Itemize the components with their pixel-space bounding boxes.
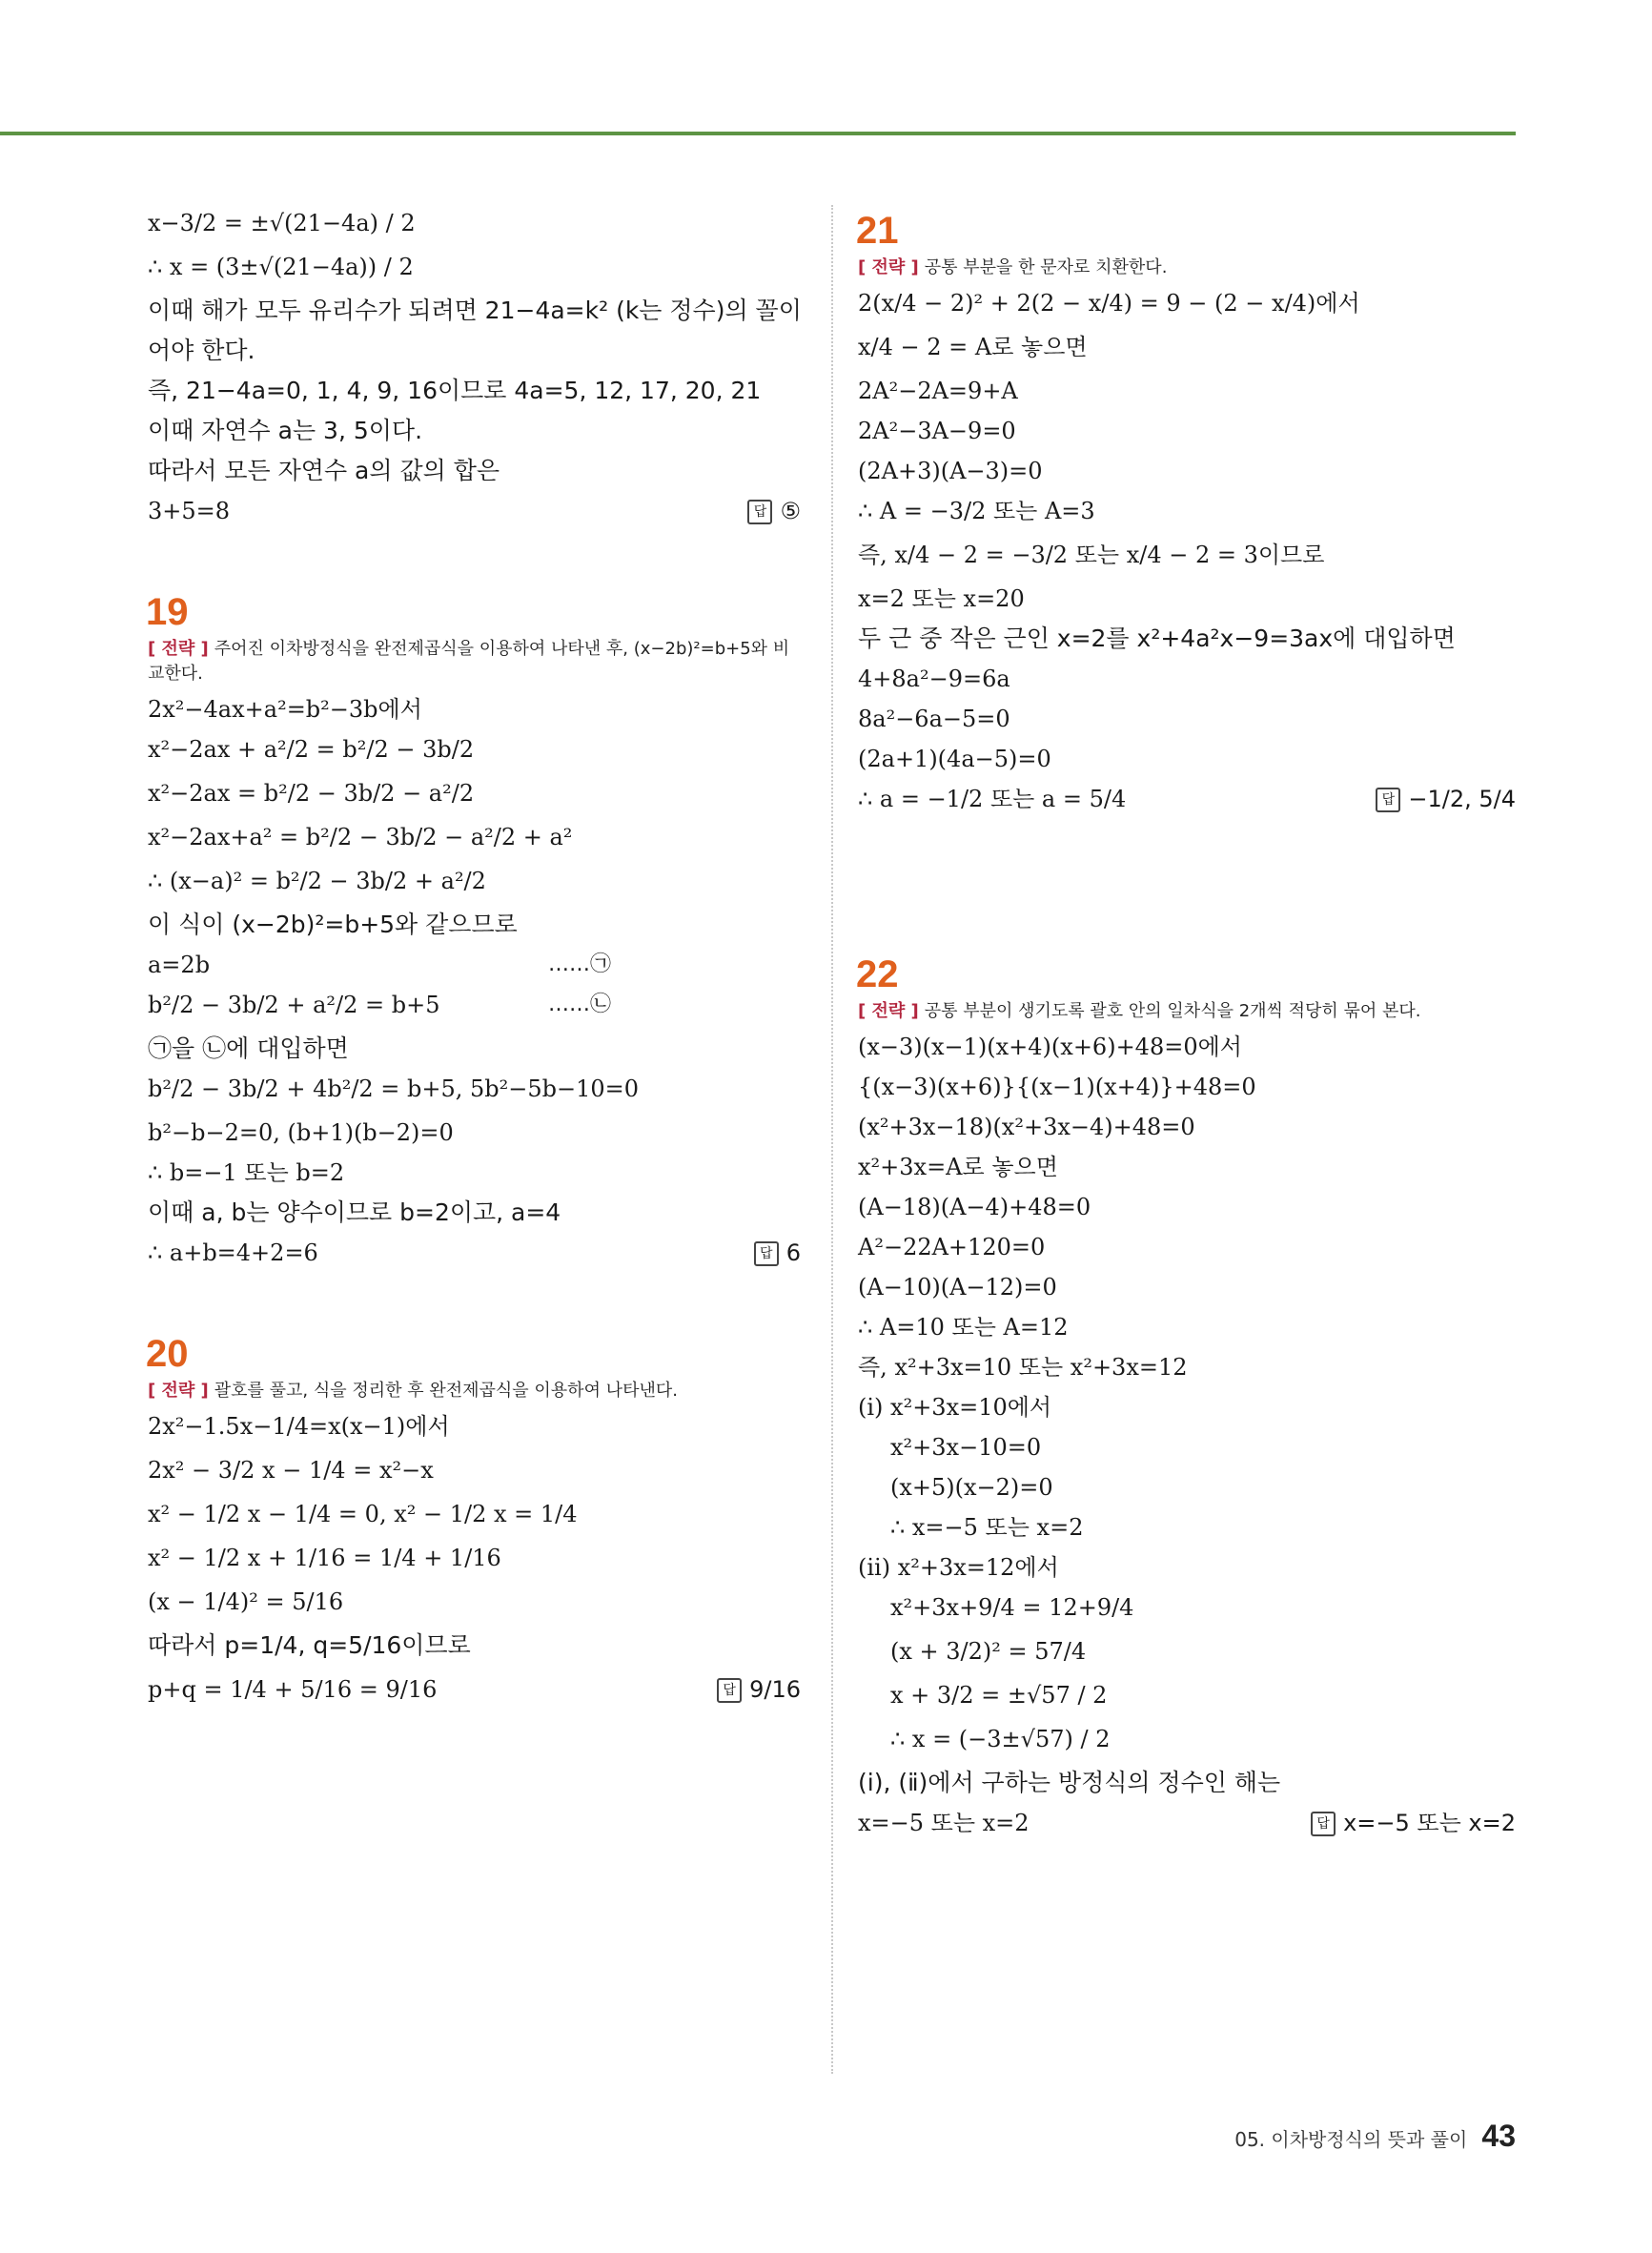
text-line: 이 식이 (x−2b)²=b+5와 같으므로 xyxy=(148,911,518,938)
equation-marker: ……㉠ xyxy=(548,952,612,976)
answer-row xyxy=(858,1810,1516,1836)
strategy-text: 괄호를 풀고, 식을 정리한 후 완전제곱식을 이용하여 나타낸다. xyxy=(214,1381,678,1401)
math-line: 2x² − 3/2 x − 1/4 = x²−x xyxy=(148,1457,434,1484)
page-footer xyxy=(1234,2119,1516,2154)
text-line: 어야 한다. xyxy=(148,337,255,364)
math-line: ∴ a = −1/2 또는 a = 5/4 xyxy=(858,786,1127,812)
math-line: (ⅱ) x²+3x=12에서 xyxy=(858,1554,1059,1581)
answer-value: x=−5 또는 x=2 xyxy=(1343,1810,1516,1836)
math-line: x² − 1/2 x − 1/4 = 0, x² − 1/2 x = 1/4 xyxy=(148,1501,578,1527)
answer-row xyxy=(858,786,1516,812)
text-line: 이때 자연수 a는 3, 5이다. xyxy=(148,417,423,444)
math-line: 3+5=8 xyxy=(148,498,231,524)
math-line: 2x²−1.5x−1/4=x(x−1)에서 xyxy=(148,1413,450,1440)
math-line: ∴ A=10 또는 A=12 xyxy=(858,1314,1069,1341)
equation-row xyxy=(148,952,801,978)
answer-value: −1/2, 5/4 xyxy=(1408,786,1516,812)
math-line: x/4 − 2 = A로 놓으면 xyxy=(858,334,1088,360)
answer xyxy=(754,1239,801,1266)
strategy-text: 공통 부분이 생기도록 괄호 안의 일차식을 2개씩 적당히 묶어 본다. xyxy=(924,1001,1421,1021)
answer-row xyxy=(148,1676,801,1703)
page-number: 43 xyxy=(1481,2119,1516,2153)
math-line: x²−2ax + a²/2 = b²/2 − 3b/2 xyxy=(148,736,475,763)
math-line: (A−18)(A−4)+48=0 xyxy=(858,1194,1091,1220)
math-line: x−3/2 = ±√(21−4a) / 2 xyxy=(148,210,416,236)
math-line: x²+3x−10=0 xyxy=(890,1434,1042,1461)
answer xyxy=(747,498,801,524)
math-line: (ⅰ) x²+3x=10에서 xyxy=(858,1394,1052,1421)
math-line: (x+5)(x−2)=0 xyxy=(890,1474,1053,1501)
strategy-tag: [ 전략 ] xyxy=(148,639,209,659)
math-line: b²/2 − 3b/2 + a²/2 = b+5 xyxy=(148,992,440,1018)
math-line: 2x²−4ax+a²=b²−3b에서 xyxy=(148,696,422,723)
problem-number: 22 xyxy=(856,953,899,995)
math-line: ∴ b=−1 또는 b=2 xyxy=(148,1159,345,1186)
math-line: x²−2ax+a² = b²/2 − 3b/2 − a²/2 + a² xyxy=(148,824,573,850)
answer xyxy=(1376,786,1516,812)
equation-marker: ……㉡ xyxy=(548,993,612,1016)
math-line: ∴ A = −3/2 또는 A=3 xyxy=(858,498,1095,524)
strategy-tag: [ 전략 ] xyxy=(858,1001,919,1021)
strategy-tag: [ 전략 ] xyxy=(858,257,919,277)
strategy-text: 공통 부분을 한 문자로 치환한다. xyxy=(924,257,1168,277)
strategy xyxy=(148,1379,801,1403)
math-line: (x − 1/4)² = 5/16 xyxy=(148,1588,344,1615)
answer-value: 9/16 xyxy=(749,1676,801,1703)
top-accent-bar xyxy=(0,132,1516,135)
right-column xyxy=(858,200,1516,1850)
problem-number: 19 xyxy=(146,591,189,633)
math-line: x² − 1/2 x + 1/16 = 1/4 + 1/16 xyxy=(148,1545,501,1571)
text-line: 이때 a, b는 양수이므로 b=2이고, a=4 xyxy=(148,1198,561,1226)
math-line: 2A²−2A=9+A xyxy=(858,378,1018,404)
math-line: x²+3x+9/4 = 12+9/4 xyxy=(890,1594,1134,1621)
math-line: 8a²−6a−5=0 xyxy=(858,706,1010,732)
math-line: b²−b−2=0, (b+1)(b−2)=0 xyxy=(148,1119,454,1146)
math-line: 즉, x/4 − 2 = −3/2 또는 x/4 − 2 = 3이므로 xyxy=(858,542,1325,568)
math-line: {(x−3)(x+6)}{(x−1)(x+4)}+48=0 xyxy=(858,1074,1256,1100)
answer-row xyxy=(148,498,801,524)
answer-value: ⑤ xyxy=(780,498,801,524)
math-line: ∴ (x−a)² = b²/2 − 3b/2 + a²/2 xyxy=(148,868,486,894)
strategy xyxy=(858,999,1516,1024)
text-line: 이때 해가 모두 유리수가 되려면 21−4a=k² (k는 정수)의 꼴이 xyxy=(148,297,802,324)
math-line: (2a+1)(4a−5)=0 xyxy=(858,746,1051,772)
math-line: x + 3/2 = ±√57 / 2 xyxy=(890,1682,1108,1709)
strategy-tag: [ 전략 ] xyxy=(148,1381,209,1401)
math-line: 4+8a²−9=6a xyxy=(858,666,1010,692)
math-line: ∴ x=−5 또는 x=2 xyxy=(890,1514,1084,1541)
math-line: (2A+3)(A−3)=0 xyxy=(858,458,1043,484)
answer-mark-icon: 답 xyxy=(747,500,772,524)
answer-mark-icon: 답 xyxy=(717,1678,742,1703)
text-line: ㉠을 ㉡에 대입하면 xyxy=(148,1034,349,1062)
answer-row xyxy=(148,1239,801,1266)
text-line: 두 근 중 작은 근인 x=2를 x²+4a²x−9=3ax에 대입하면 xyxy=(858,625,1456,652)
math-line: 즉, x²+3x=10 또는 x²+3x=12 xyxy=(858,1354,1188,1381)
math-line: ∴ a+b=4+2=6 xyxy=(148,1239,318,1266)
math-line: A²−22A+120=0 xyxy=(858,1234,1046,1260)
answer-value: 6 xyxy=(785,1239,801,1266)
math-line: (x−3)(x−1)(x+4)(x+6)+48=0에서 xyxy=(858,1034,1242,1060)
strategy xyxy=(148,637,801,686)
answer xyxy=(1311,1810,1516,1836)
problem-number: 20 xyxy=(146,1333,189,1375)
math-line: a=2b xyxy=(148,952,211,978)
equation-row xyxy=(148,992,801,1018)
math-line: (x + 3/2)² = 57/4 xyxy=(890,1638,1087,1665)
math-line: x²−2ax = b²/2 − 3b/2 − a²/2 xyxy=(148,780,475,807)
problem-number: 21 xyxy=(856,210,899,252)
math-line: 2A²−3A−9=0 xyxy=(858,418,1016,444)
text-line: 따라서 p=1/4, q=5/16이므로 xyxy=(148,1631,471,1659)
math-line: x=−5 또는 x=2 xyxy=(858,1810,1030,1836)
math-line: b²/2 − 3b/2 + 4b²/2 = b+5, 5b²−5b−10=0 xyxy=(148,1075,640,1102)
answer-mark-icon: 답 xyxy=(1376,788,1400,812)
text-line: 따라서 모든 자연수 a의 값의 합은 xyxy=(148,457,500,484)
left-column xyxy=(148,200,801,1720)
math-line: ∴ x = (−3±√57) / 2 xyxy=(890,1726,1111,1752)
math-line: 2(x/4 − 2)² + 2(2 − x/4) = 9 − (2 − x/4)에서 xyxy=(858,290,1360,317)
answer xyxy=(717,1676,801,1703)
chapter-title: 05. 이차방정식의 뜻과 풀이 xyxy=(1234,2128,1468,2151)
math-line: ∴ x = (3±√(21−4a)) / 2 xyxy=(148,254,414,280)
math-line: p+q = 1/4 + 5/16 = 9/16 xyxy=(148,1676,438,1703)
strategy-text: 주어진 이차방정식을 완전제곱식을 이용하여 나타낸 후, (x−2b)²=b+5와 비교한다. xyxy=(148,639,790,684)
text-line: 즉, 21−4a=0, 1, 4, 9, 16이므로 4a=5, 12, 17, 20, 21 xyxy=(148,377,762,404)
math-line: x=2 또는 x=20 xyxy=(858,585,1025,612)
answer-mark-icon: 답 xyxy=(754,1241,779,1266)
column-divider xyxy=(831,205,833,2074)
text-line: (ⅰ), (ⅱ)에서 구하는 방정식의 정수인 해는 xyxy=(858,1769,1281,1796)
math-line: (x²+3x−18)(x²+3x−4)+48=0 xyxy=(858,1114,1195,1140)
strategy xyxy=(858,256,1516,280)
math-line: x²+3x=A로 놓으면 xyxy=(858,1154,1058,1180)
math-line: (A−10)(A−12)=0 xyxy=(858,1274,1057,1301)
answer-mark-icon: 답 xyxy=(1311,1812,1336,1836)
